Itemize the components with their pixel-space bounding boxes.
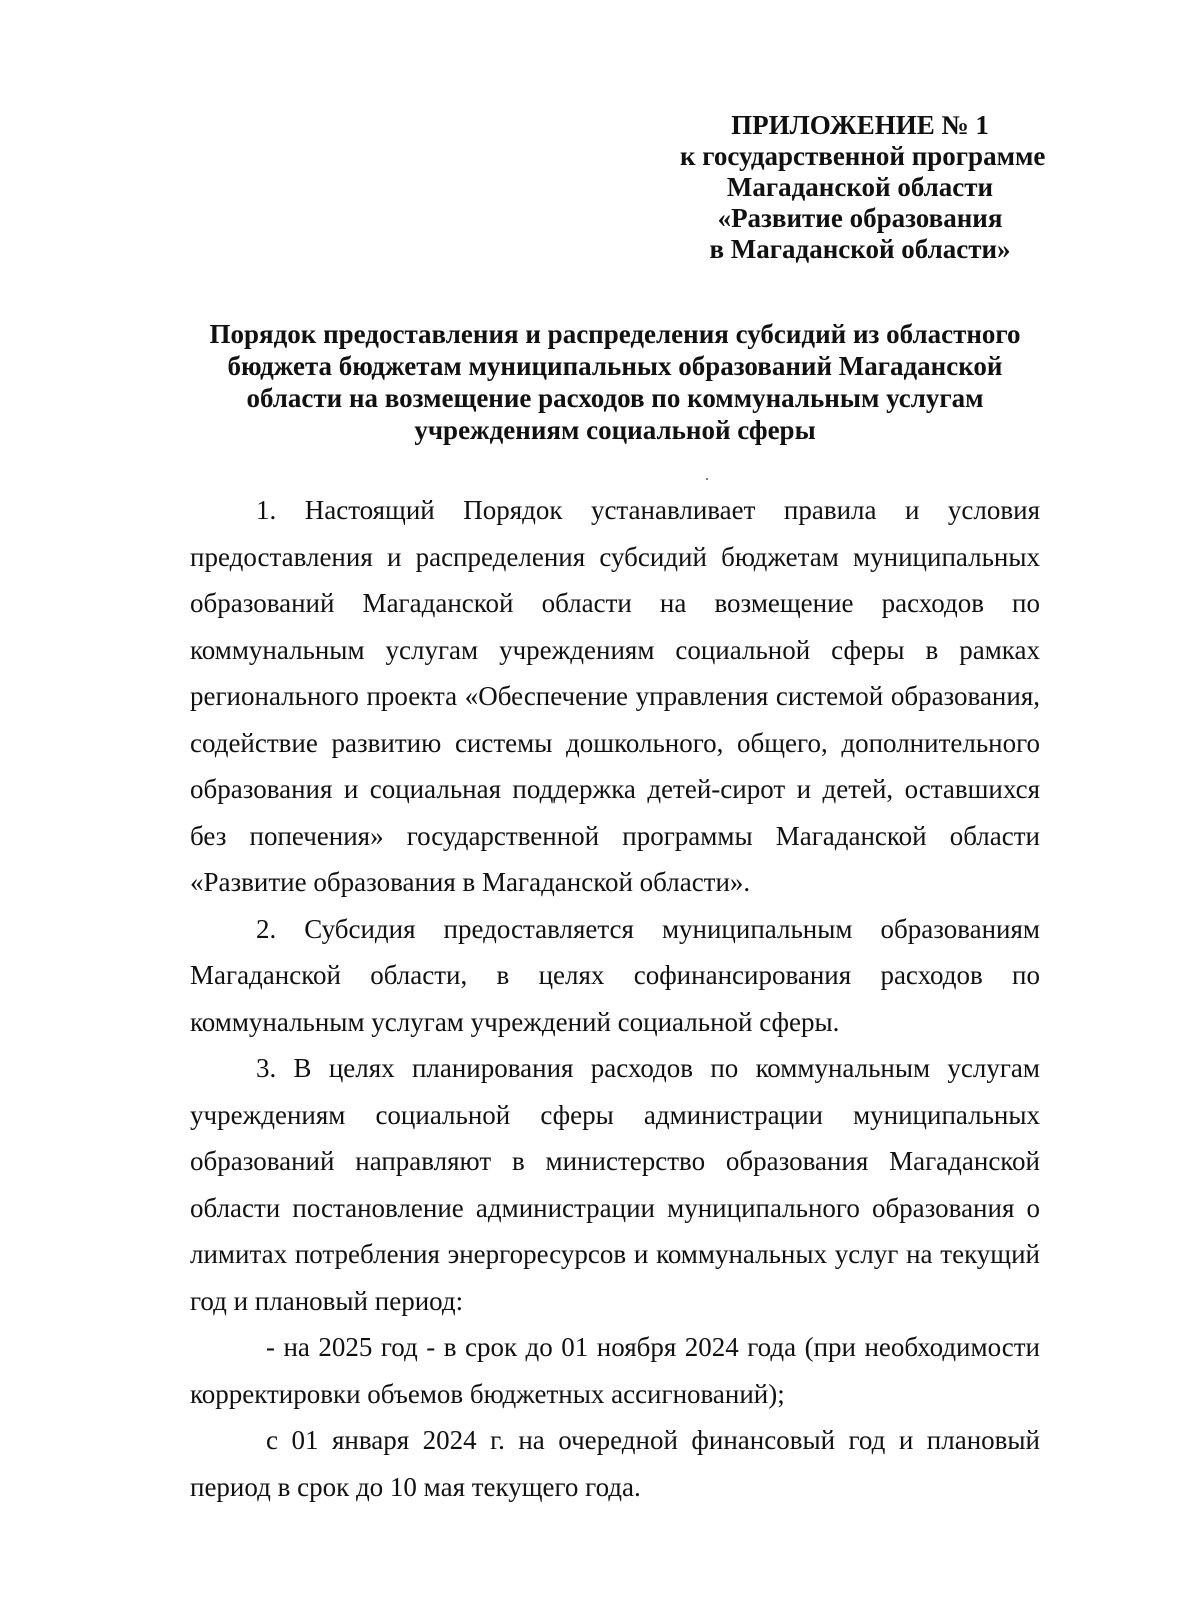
paragraph-3-item-2024: с 01 января 2024 г. на очередной финансовый год и плановый период в срок до 10 мая текущего года. <box>190 1425 1040 1502</box>
appendix-line: в Магаданской области» <box>709 234 1011 264</box>
document-body <box>190 487 1040 1510</box>
title-line: Порядок предоставления и распределения субсидий из областного <box>209 319 1021 349</box>
title-line: бюджета бюджетам муниципальных образований Магаданской <box>227 351 1003 381</box>
paragraph-3-item-2025: - на 2025 год - в срок до 01 ноября 2024 года (при необходимости корректировки объемов бюджетных ассигнований); <box>190 1332 1040 1409</box>
appendix-line: ПРИЛОЖЕНИЕ № 1 <box>731 110 989 140</box>
paragraph-3: 3. В целях планирования расходов по коммунальным услугам учреждениям социальной сферы администрации муниципальных образований направляют в министерство образования Магаданской области постановление администрации муниципального образования о лимитах потребления энергоресурсов и коммунальных услуг на текущий год и плановый период: <box>190 1053 1040 1316</box>
appendix-header <box>680 110 1046 265</box>
appendix-line: Магаданской области <box>726 172 994 202</box>
scan-speck <box>706 478 708 480</box>
paragraph-1: 1. Настоящий Порядок устанавливает правила и условия предоставления и распределения субсидий бюджетам муниципальных образований Магаданской области на возмещение расходов по коммунальным услугам учреждениям социальной сферы в рамках регионального проекта «Обеспечение управления системой образования, содействие развитию системы дошкольного, общего, дополнительного образования и социальная поддержка детей-сирот и детей, оставшихся без попечения» государственной программы Магаданской области «Развитие образования в Магаданской области». <box>190 495 1040 897</box>
title-line: области на возмещение расходов по коммунальным услугам <box>246 383 984 413</box>
appendix-line: к государственной программе <box>680 141 1046 171</box>
title-line: учреждениям социальной сферы <box>414 415 816 445</box>
document-title <box>190 318 1040 446</box>
paragraph-2: 2. Субсидия предоставляется муниципальным образованиям Магаданской области, в целях софинансирования расходов по коммунальным услугам учреждений социальной сферы. <box>190 913 1040 1037</box>
appendix-line: «Развитие образования <box>717 203 1003 233</box>
